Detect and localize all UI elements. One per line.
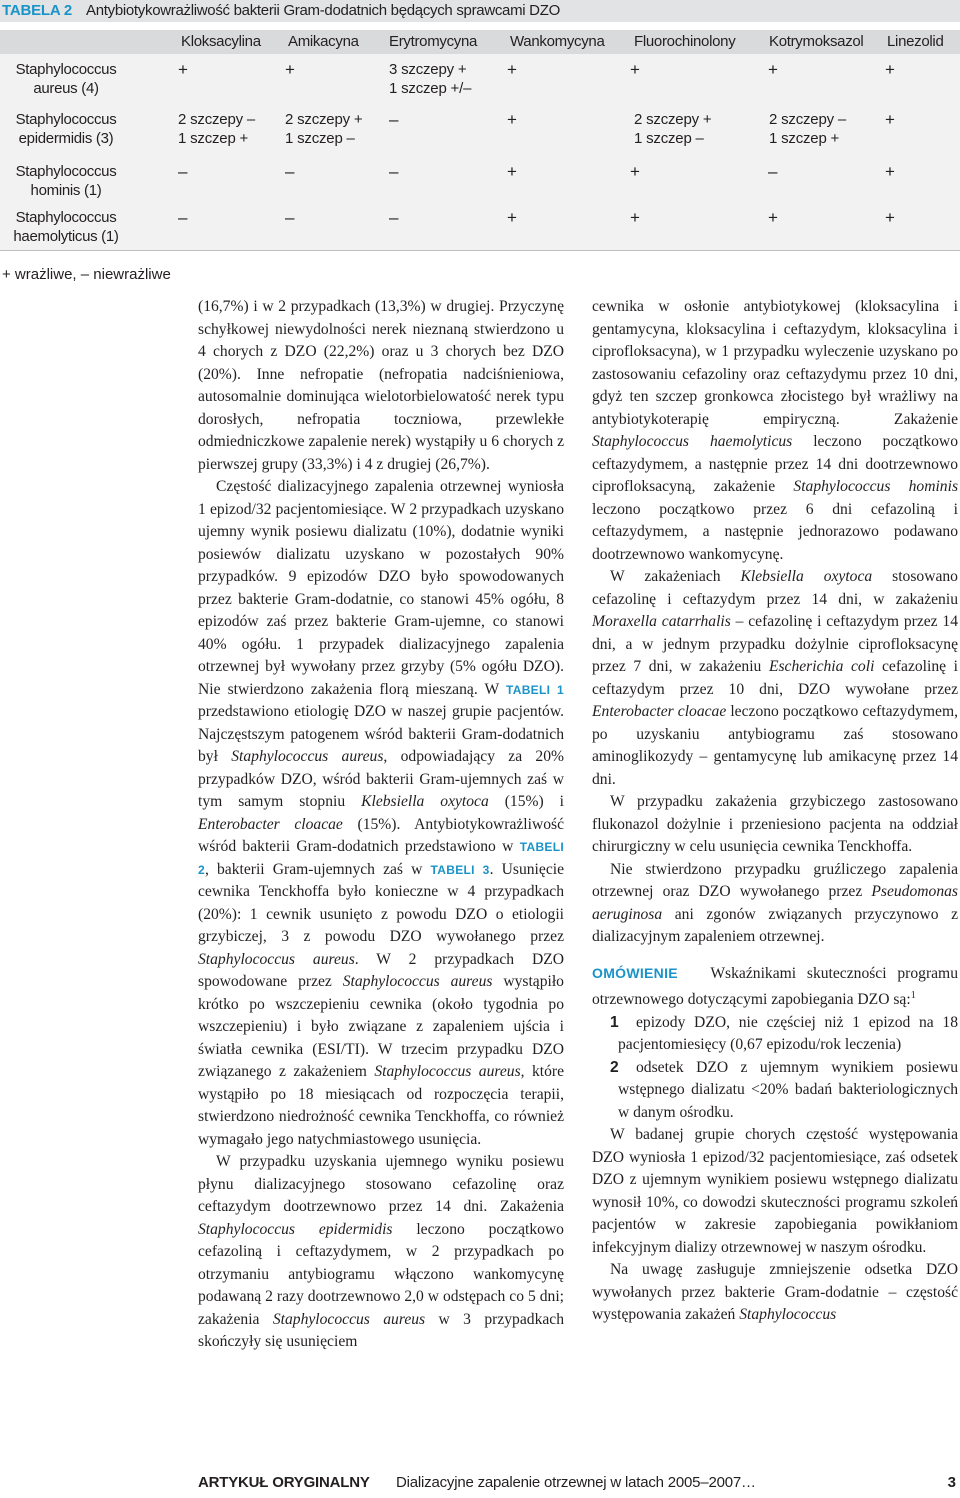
organism-name-count: epidermidis (3) xyxy=(18,130,114,147)
column-header: Fluorochinolony xyxy=(634,33,736,50)
table-bottom-rule xyxy=(0,250,960,251)
table-cell: 2 szczepy + 1 szczep – xyxy=(634,111,712,147)
paragraph: W badanej grupie chorych częstość występowania DZO wyniosła 1 epizod/32 pacjentomiesiące, zaś odsetek DZO z ujemnym wynikiem posiewu wstępnego dializatu wynosił 10%, co dowodzi skuteczności programu szkoleń pacjentów w zakresie zapobiegania powikłaniom infekcyjnym dializy otrzewnowej w naszym ośrodku. xyxy=(592,1126,958,1256)
table-cell: – xyxy=(178,162,188,181)
table-row-label xyxy=(0,162,132,200)
paragraph: Częstość dializacyjnego zapalenia otrzewnej wyniosła 1 epizod/32 pacjentomiesiące. W 2 przypadkach uzyskano ujemny wynik posiewu dializatu (10%), dodatnie wyniki posiewów dializatu uzyskano w pozostałych 90% przypadków. 9 epizodów DZO było spowodowanych przez bakterie Gram-dodatnie, co stanowi 45% ogółu, 8 epizodów zaś przez bakterie Gram-ujemne, co stanowi 40% ogółu. 1 przypadek dializacyjnego zapalenia otrzewnej był wywołany przez grzyby (5% ogółu DZO). Nie stwierdzono zakażenia florą mieszaną. W TABELI 1 przedstawiono etiologię DZO w naszej grupie pacjentów. Najczęstszym patogenem wśród bakterii Gram-dodatnich był Staphylococcus aureus, odpowiadający za 20% przypadków DZO, wśród bakterii Gram-ujemnych zaś w tym samym stopniu Klebsiella oxytoca (15%) i Enterobacter cloacae (15%). Antybiotykowrażliwość wśród bakterii Gram-dodatnich przedstawiono w TABELI 2, bakterii Gram-ujemnych zaś w TABELI 3. Usunięcie cewnika Tenckhoffa było konieczne w 4 przypadkach (20%): 1 cewnik usunięto z powodu DZO o etiologii grzybiczej, 3 z powodu DZO wywołanego przez Staphylococcus aureus. W 2 przypadkach DZO spowodowane przez Staphylococcus aureus wystąpiło krótko po wszczepieniu cewnika (około tygodnia po wszczepieniu) i było związane z zapaleniem ujścia i światła cewnika (ESI/TI). W trzecim przypadku DZO związanego z zakażeniem Staphylococcus aureus, które wystąpiło po 18 miesiącach od rozpoczęcia terapii, stwierdzono niedrożność cewnika Tenckhoffa, co również wymagało jego natychmiastowego usunięcia. xyxy=(198,478,564,1148)
column-header: Wankomycyna xyxy=(510,33,605,50)
table-cell: + xyxy=(507,110,517,129)
table-cell: + xyxy=(768,208,778,227)
paragraph: W przypadku uzyskania ujemnego wyniku posiewu płynu dializacyjnego stosowano cefazolinę oraz ceftazydym dootrzewnowo przez 14 dni. Zakażenia Staphylococcus epidermidis leczono początkowo cefazoliną i ceftazydymem, w 2 przypadkach po otrzymaniu antybiogramu włączono wankomycynę podawaną 2 razy dootrzewnowo 2,0 w odstępach co 5 dni; zakażenia Staphylococcus aureus w 3 przypadkach skończyły się usunięciem xyxy=(198,1153,565,1350)
paragraph: cewnika w osłonie antybiotykowej (kloksacylina i gentamycyna, kloksacylina i ceftazydym, kloksacylina i ciprofloksacyna), w 1 przypadku wyleczenie uzyskano po zastosowaniu cefazoliny oraz ceftazydymu przez 10 dni, gdyż ten szczep gronkowca złocistego był wrażliwy na antybiotykoterapię empiryczną. Zakażenie Staphylococcus haemolyticus leczono początkowo ceftazydymem, a następnie przez 14 dni dootrzewnowo ciprofloksacyną, zakażenie Staphylococcus hominis leczono początkowo przez 6 dni cefazoliną i ceftazydymem, a następnie jednorazowo podawano dootrzewnowo wankomycynę. xyxy=(592,298,959,563)
table-reference[interactable]: TABELI 2 xyxy=(198,840,564,877)
organism-name-count: haemolyticus (1) xyxy=(13,228,119,245)
organism-name: Staphylococcus xyxy=(15,61,117,78)
table-cell: + xyxy=(178,60,188,79)
paragraph: W przypadku zakażenia grzybiczego zastosowano flukonazol dożylnie i przeniesiono pacjenta na oddział chirurgiczny w celu usunięcia cewnika Tenckhoffa. xyxy=(592,793,958,855)
table-label: TABELA 2 xyxy=(2,2,73,19)
table-cell: + xyxy=(630,60,640,79)
column-header: Linezolid xyxy=(887,33,944,50)
table-cell: – xyxy=(285,162,295,181)
text-column-middle xyxy=(198,296,564,1354)
table-cell: – xyxy=(389,110,399,129)
table-cell: + xyxy=(768,60,778,79)
organism-name: Staphylococcus xyxy=(15,163,117,180)
table-cell: + xyxy=(507,208,517,227)
table-column-headers xyxy=(0,30,960,54)
table-body xyxy=(0,54,960,250)
table-row-label xyxy=(0,110,132,148)
paragraph: Nie stwierdzono przypadku gruźliczego zapalenia otrzewnej oraz DZO wywołanego przez Pseudomonas aeruginosa ani zgonów związanych przyczynowo z dializacyjnym zapaleniem otrzewnej. xyxy=(592,860,959,945)
column-header: Amikacyna xyxy=(288,33,359,50)
table-cell: + xyxy=(630,162,640,181)
table-cell: – xyxy=(285,208,295,227)
paragraph: OMÓWIENIE Wskaźnikami skuteczności programu otrzewnowego dotyczącymi zapobiegania DZO są:$^1$ xyxy=(592,964,958,1009)
table-cell: – xyxy=(768,162,778,181)
footer-section-label: ARTYKUŁ ORYGINALNY xyxy=(198,1474,370,1491)
table-caption-bar xyxy=(0,0,960,22)
table-cell: 3 szczepy + 1 szczep +/– xyxy=(389,61,472,97)
paragraph: W zakażeniach Klebsiella oxytoca stosowano cefazolinę i ceftazydym przez 14 dni, w zakażeniu Moraxella catarrhalis – cefazolinę i ceftazydym przez 14 dni, a w jednym przypadku dożylnie ciprofloksacynę przez 7 dni, w zakażeniu Escherichia coli cefazolinę i ceftazydym przez 10 dni, DZO wywołane przez Enterobacter cloacae leczono początkowo ceftazydymem, po uzyskaniu antybiogramu zaś stosowano aminoglikozydy – gentamycynę lub amikacynę przez 14 dni. xyxy=(592,568,958,788)
table-row-label xyxy=(0,208,132,246)
paragraph: Na uwagę zasługuje zmniejszenie odsetka DZO wywołanych przez bakterie Gram-dodatnie – częstość występowania zakażeń Staphylococcus xyxy=(592,1261,958,1324)
table-cell: 2 szczepy – 1 szczep + xyxy=(769,111,847,147)
table-legend: + wrażliwe, – niewrażliwe xyxy=(2,266,171,283)
table-cell: – xyxy=(389,162,399,181)
column-header: Kotrymoksazol xyxy=(769,33,864,50)
table-cell: 2 szczepy + 1 szczep – xyxy=(285,111,363,147)
list-item: 2 odsetek DZO z ujemnym wynikiem posiewu wstępnego dializatu <20% badań bakteriologicznych w danym ośrodku. xyxy=(610,1058,958,1121)
table-row-label xyxy=(0,60,132,98)
table-cell: – xyxy=(389,208,399,227)
section-heading: OMÓWIENIE xyxy=(592,964,678,981)
footer-running-title: Dializacyjne zapalenie otrzewnej w latach 2005–2007… xyxy=(396,1474,756,1491)
page-footer xyxy=(198,1474,960,1494)
table-cell: + xyxy=(630,208,640,227)
table-cell: + xyxy=(885,60,895,79)
column-header: Erytromycyna xyxy=(389,33,478,50)
table-cell: – xyxy=(178,208,188,227)
table-reference[interactable]: TABELI 1 xyxy=(506,682,564,697)
table-cell: + xyxy=(885,162,895,181)
table-cell: 2 szczepy – 1 szczep + xyxy=(178,111,256,147)
page-number: 3 xyxy=(947,1474,956,1491)
table-cell: + xyxy=(507,60,517,79)
table-cell: + xyxy=(507,162,517,181)
table-cell: + xyxy=(885,110,895,129)
paragraph: (16,7%) i w 2 przypadkach (13,3%) w drugiej. Przyczynę schyłkowej niewydolności nerek nieznaną stwierdzono u 4 chorych z DZO (22,2%) oraz u 3 chorych bez DZO (20%). Inne nefropatie (nefropatia nadciśnieniowa, autosomalnie dominująca wielotorbielowatość nerek typu dorosłych, nefropatia toczniowa, przewlekłe odmiedniczkowe zapalenie nerek) wystąpiły u 6 chorych z pierwszej grupy (33,3%) i 4 z drugiej (26,7%). xyxy=(198,298,564,473)
organism-name: Staphylococcus xyxy=(15,111,117,128)
organism-name-count: aureus (4) xyxy=(33,80,99,97)
table-cell: + xyxy=(885,208,895,227)
table-cell: + xyxy=(285,60,295,79)
organism-name: Staphylococcus xyxy=(15,209,117,226)
column-header: Kloksacylina xyxy=(181,33,261,50)
organism-name-count: hominis (1) xyxy=(30,182,102,199)
table-title: Antybiotykowrażliwość bakterii Gram-dodatnich będących sprawcami DZO xyxy=(86,2,560,19)
text-column-right xyxy=(592,296,958,1327)
table-reference[interactable]: TABELI 3 xyxy=(430,862,490,877)
list-item: 1 epizody DZO, nie częściej niż 1 epizod na 18 pacjentomiesięcy (0,67 epizodu/rok leczenia) xyxy=(610,1013,958,1054)
